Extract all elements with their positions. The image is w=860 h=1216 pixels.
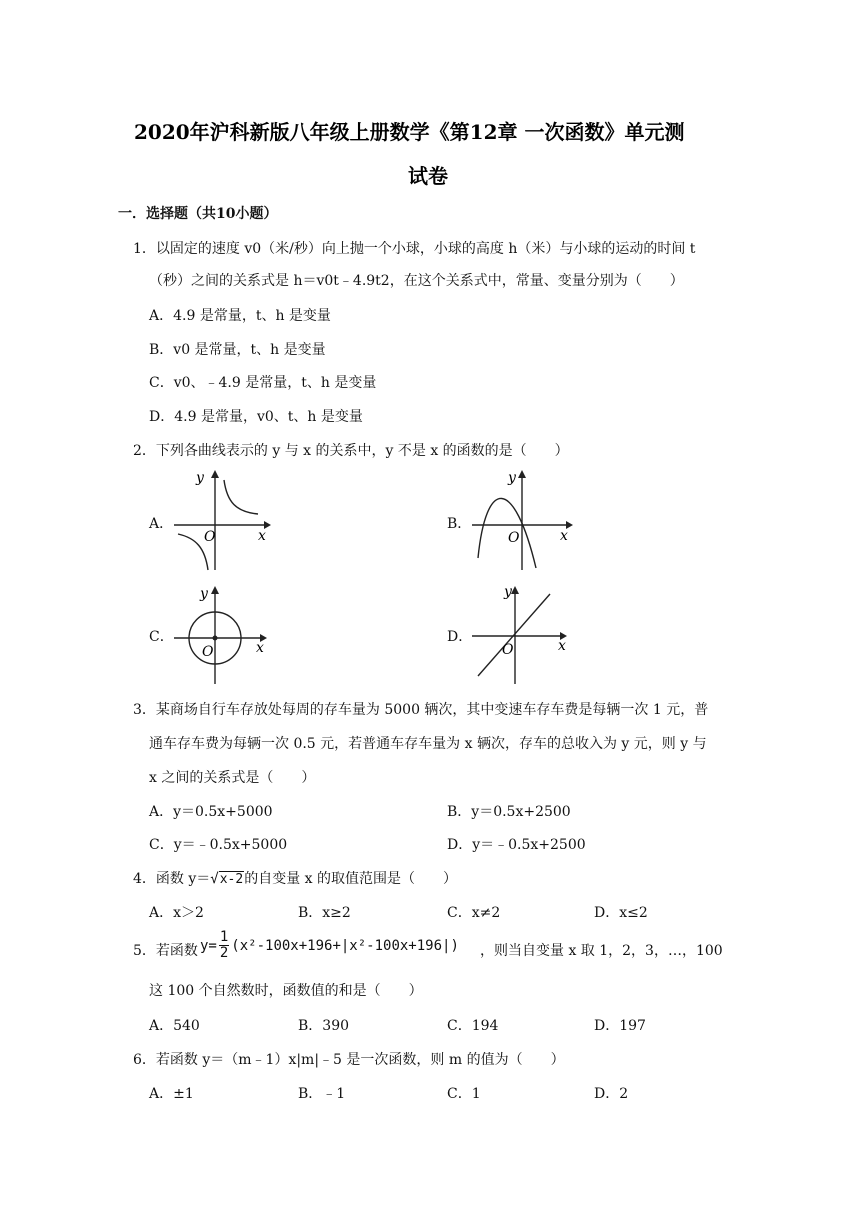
graph-d-curve: [478, 594, 550, 676]
graph-d-x-label: x: [558, 638, 566, 654]
question-2-option-c-label: C．: [149, 629, 174, 645]
question-4-stem: [133, 868, 457, 888]
graph-a-y-label: y: [196, 470, 204, 486]
question-5-prefix: 5．若函数: [133, 943, 198, 959]
question-5-formula-body: (x²-100x+196+|x²-100x+196|): [231, 937, 459, 954]
question-4-option-d: D．x≤2: [594, 905, 648, 921]
graph-d-y-label: y: [504, 584, 512, 600]
page-title-continued: 试卷: [408, 164, 448, 188]
question-4-prefix: 4．函数 y＝: [133, 871, 211, 887]
question-5-option-d: D．197: [594, 1018, 646, 1034]
graph-d-y-arrow: [511, 586, 519, 594]
graph-b-parabola: [470, 466, 576, 572]
question-2-option-a-label: A．: [149, 516, 174, 532]
graph-b-y-label: y: [508, 470, 516, 486]
question-6-option-b: B．﹣1: [298, 1086, 346, 1102]
question-6-option-a: A．±1: [149, 1086, 194, 1102]
question-6-option-c: C．1: [447, 1086, 481, 1102]
graph-d-line: [470, 580, 574, 686]
question-1-option-c: C．v0、﹣4.9 是常量，t、h 是变量: [149, 375, 377, 391]
sqrt-sign-icon: √: [210, 871, 219, 887]
question-5-formula: [200, 930, 459, 961]
question-5-suffix: ，则当自变量 x 取 1，2，3，…，100: [480, 943, 723, 959]
question-5-denominator: 2: [219, 945, 229, 961]
question-3-line-1: 3．某商场自行车存放处每周的存车量为 5000 辆次，其中变速车存车费是每辆一次 1 元，普: [133, 702, 709, 718]
graph-c-x-label: x: [256, 640, 264, 656]
graph-b-x-label: x: [560, 528, 568, 544]
question-3-option-b: B．y＝0.5x+2500: [447, 804, 571, 820]
graph-c-origin-label: O: [202, 644, 214, 660]
question-5-fraction: [219, 930, 229, 961]
graph-a-origin-label: O: [204, 529, 216, 545]
graph-a-curve-upper: [224, 480, 258, 514]
question-4-suffix: 的自变量 x 的取值范围是（ ）: [244, 871, 457, 887]
question-3-option-c: C．y＝﹣0.5x+5000: [149, 837, 288, 853]
graph-c-y-label: y: [200, 586, 208, 602]
page-title: 2020年沪科新版八年级上册数学《第12章 一次函数》单元测: [134, 120, 685, 144]
graph-b-curve: [478, 498, 536, 568]
graph-b-origin-label: O: [508, 530, 520, 546]
question-4-option-b: B．x≥2: [298, 905, 351, 921]
question-1-option-d: D．4.9 是常量，v0、t、h 是变量: [149, 409, 363, 425]
question-3-option-d: D．y＝﹣0.5x+2500: [447, 837, 586, 853]
graph-c-center-dot: [213, 636, 218, 641]
question-1-line-2: （秒）之间的关系式是 h＝v0t﹣4.9t2，在这个关系式中，常量、变量分别为（ ）: [149, 273, 684, 289]
question-2-option-b-label: B．: [447, 516, 472, 532]
graph-a-hyperbola: [172, 466, 272, 572]
question-1-line-1: 1．以固定的速度 v0（米/秒）向上抛一个小球，小球的高度 h（米）与小球的运动的时间 t: [133, 241, 696, 257]
question-3-option-a: A．y＝0.5x+5000: [149, 804, 273, 820]
graph-a-y-arrow: [211, 470, 219, 478]
question-5-line-2: 这 100 个自然数时，函数值的和是（ ）: [149, 983, 423, 999]
question-4-radicand: x-2: [219, 872, 244, 887]
question-5-option-b: B．390: [298, 1018, 350, 1034]
section-heading: 一．选择题（共10小题）: [118, 206, 278, 222]
question-5-numerator: 1: [219, 929, 229, 945]
question-5-option-c: C．194: [447, 1018, 499, 1034]
question-3-line-2: 通车存车费为每辆一次 0.5 元，若普通车存车量为 x 辆次，存车的总收入为 y 元，则 y 与: [149, 736, 707, 752]
graph-d-origin-label: O: [502, 642, 514, 658]
question-1-option-b: B．v0 是常量，t、h 是变量: [149, 342, 326, 358]
graph-c-y-arrow: [211, 586, 219, 594]
question-6-stem: 6．若函数 y＝（m﹣1）x|m|﹣5 是一次函数，则 m 的值为（ ）: [133, 1052, 565, 1068]
question-5-option-a: A．540: [149, 1018, 200, 1034]
graph-b-y-arrow: [518, 470, 526, 478]
question-3-line-3: x 之间的关系式是（ ）: [149, 770, 316, 786]
question-6-option-d: D．2: [594, 1086, 629, 1102]
question-2-option-d-label: D．: [447, 629, 473, 645]
graph-c-circle: [172, 580, 272, 686]
graph-a-x-label: x: [258, 528, 266, 544]
question-2-stem: 2．下列各曲线表示的 y 与 x 的关系中，y 不是 x 的函数的是（ ）: [133, 443, 569, 459]
question-4-option-a: A．x＞2: [149, 905, 204, 921]
question-4-option-c: C．x≠2: [447, 905, 501, 921]
question-5-formula-y: y=: [200, 937, 217, 954]
question-1-option-a: A．4.9 是常量，t、h 是变量: [149, 308, 331, 324]
